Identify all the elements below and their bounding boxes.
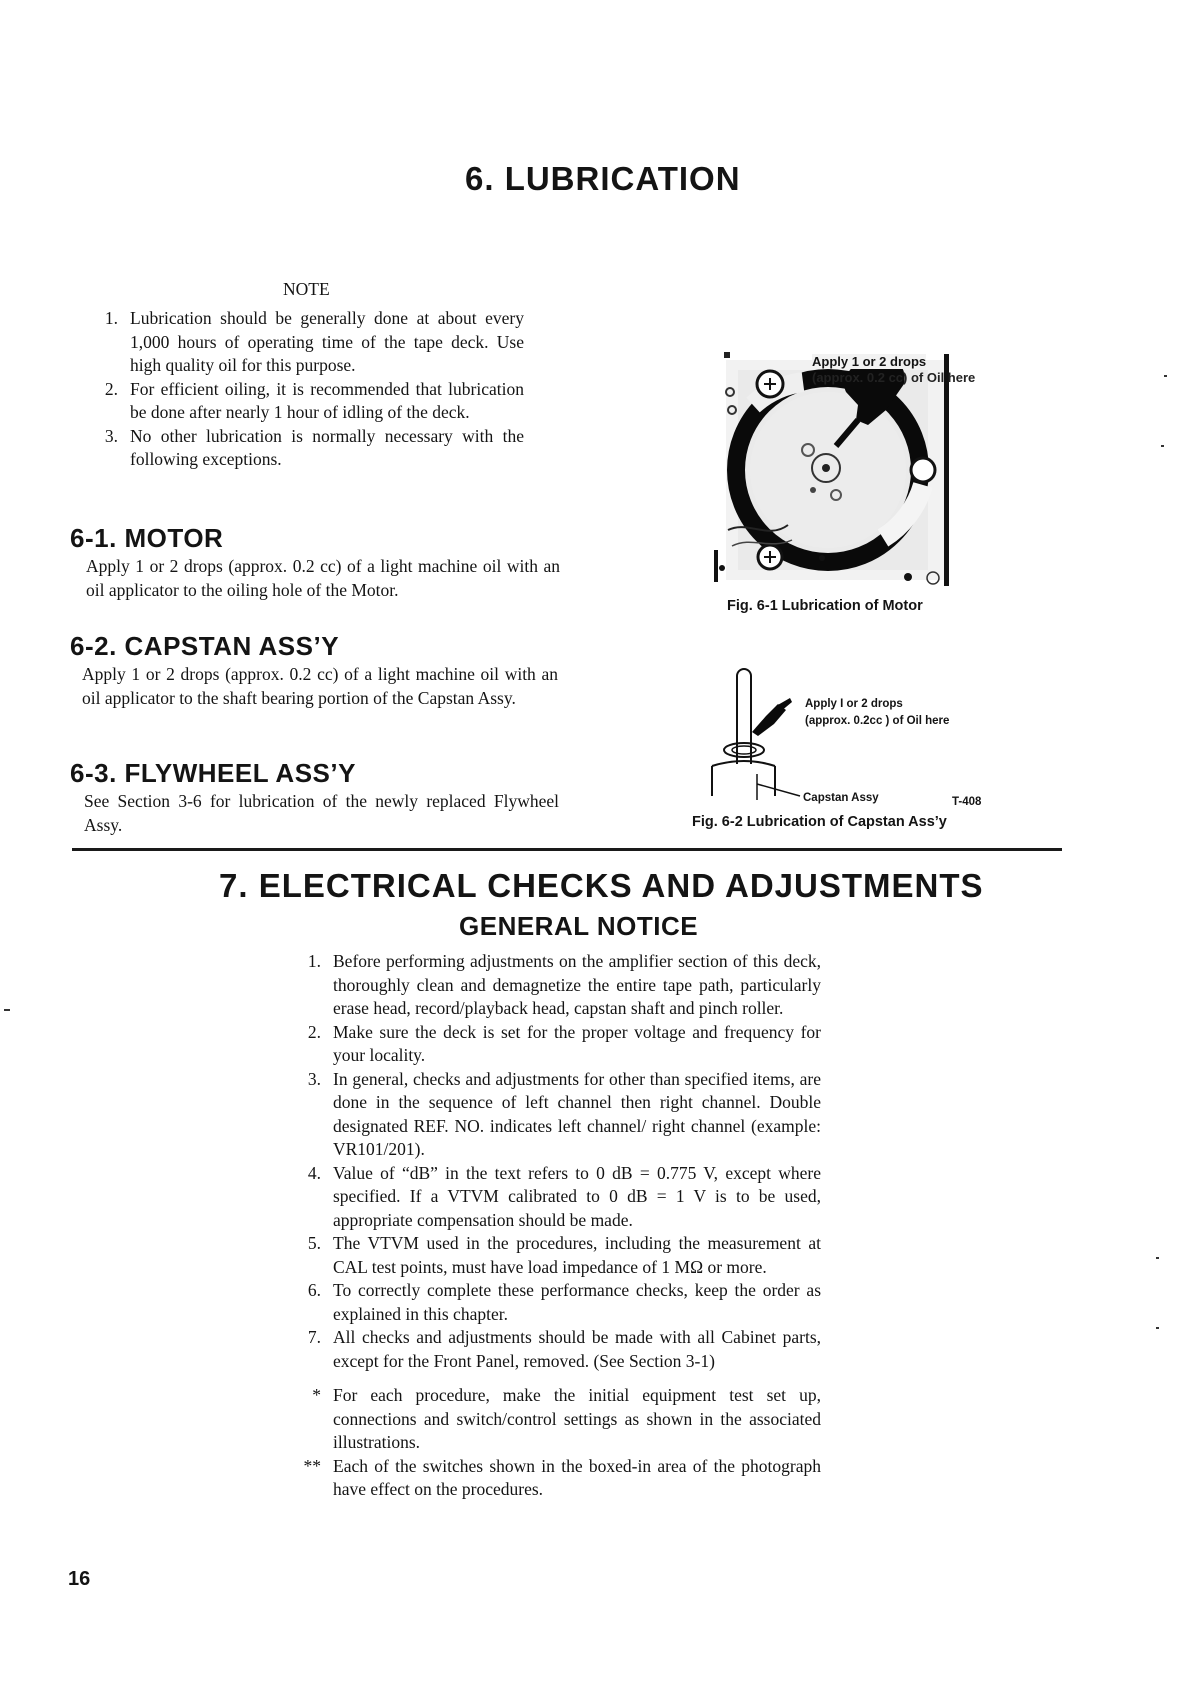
- notice-item: 3. In general, checks and adjustments for other than specified items, are done in the sequence of left channel then right channel. Double designated REF. NO. indicates left channel/ right channel (example: VR101/201).: [307, 1068, 821, 1159]
- note-heading: NOTE: [283, 279, 330, 299]
- section-6-title: 6. LUBRICATION: [465, 160, 741, 197]
- fig-6-1-callout-line2: (approx. 0.2 cc) of Oil here: [812, 370, 976, 385]
- fig-6-2-callout-line2: (approx. 0.2cc ) of Oil here: [805, 715, 950, 727]
- fig-6-2-capstan-drawing: [700, 664, 990, 814]
- note-item: 3. No other lubrication is normally necessary with the following exceptions.: [104, 425, 524, 469]
- capstan-text: Apply 1 or 2 drops (approx. 0.2 cc) of a light machine oil with an oil applicator to the shaft bearing portion of the Capstan Assy.: [82, 664, 558, 708]
- fig-6-2-callout-line1: Apply I or 2 drops: [805, 698, 903, 710]
- flywheel-text: See Section 3-6 for lubrication of the newly replaced Flywheel Assy.: [84, 791, 559, 835]
- scan-speck: [1164, 375, 1167, 377]
- notice-item: 6. To correctly complete these performance checks, keep the order as explained in this chapter.: [307, 1280, 821, 1324]
- motor-illustration: [708, 350, 960, 590]
- notice-item: 4. Value of “dB” in the text refers to 0 dB = 0.775 V, except where specified. If a VTVM calibrated to 0 dB = 1 V is to be used, appropriate compensation should be made.: [307, 1162, 821, 1230]
- notice-item: 7. All checks and adjustments should be made with all Cabinet parts, except for the Front Panel, removed. (See Section 3-1): [307, 1327, 821, 1371]
- general-notice-list: [293, 950, 821, 1502]
- fig-6-2-code: T-408: [952, 796, 982, 808]
- note-item: 2. For efficient oiling, it is recommended that lubrication be done after nearly 1 hour of idling of the deck.: [104, 378, 524, 422]
- scan-speck: [1156, 1327, 1159, 1329]
- notice-item: 5. The VTVM used in the procedures, including the measurement at CAL test points, must have load impedance of 1 MΩ or more.: [307, 1233, 821, 1277]
- section-divider: [72, 848, 1062, 851]
- fig-6-1-callout-line1: Apply 1 or 2 drops: [812, 354, 927, 369]
- page-number: 16: [68, 1568, 91, 1590]
- notice-item: 1. Before performing adjustments on the amplifier section of this deck, thoroughly clean and demagnetize the entire tape path, particularly erase head, record/playback head, capstan shaft and pinch roller.: [307, 951, 821, 1018]
- motor-text: Apply 1 or 2 drops (approx. 0.2 cc) of a light machine oil with an oil applicator to the oiling hole of the Motor.: [86, 556, 560, 600]
- note-list: [90, 307, 524, 472]
- note-item: 1. Lubrication should be generally done at about every 1,000 hours of operating time of the tape deck. Use high quality oil for this purpose.: [104, 308, 524, 375]
- section-7-title: 7. ELECTRICAL CHECKS AND ADJUSTMENTS: [219, 867, 984, 904]
- scan-speck: [1161, 445, 1164, 447]
- capstan-heading: 6-2. CAPSTAN ASS’Y: [70, 631, 340, 661]
- flywheel-heading: 6-3. FLYWHEEL ASS’Y: [70, 758, 356, 788]
- general-notice-heading: GENERAL NOTICE: [459, 911, 699, 941]
- fig-6-1-motor-photo: [708, 350, 976, 590]
- fig-6-2-caption: Fig. 6-2 Lubrication of Capstan Ass’y: [692, 814, 947, 830]
- notice-item-star: * For each procedure, make the initial equipment test set up, connections and switch/control settings as shown in the associated illustrations.: [312, 1385, 821, 1452]
- scan-speck: [1156, 1257, 1159, 1259]
- notice-item-double-star: ** Each of the switches shown in the boxed-in area of the photograph have effect on the procedures.: [303, 1455, 821, 1499]
- fig-6-1-caption: Fig. 6-1 Lubrication of Motor: [727, 598, 923, 614]
- fig-6-2-part-label: Capstan Assy: [803, 792, 879, 804]
- scan-speck: [4, 1009, 10, 1011]
- motor-heading: 6-1. MOTOR: [70, 523, 224, 553]
- notice-item: 2. Make sure the deck is set for the proper voltage and frequency for your locality.: [307, 1021, 821, 1065]
